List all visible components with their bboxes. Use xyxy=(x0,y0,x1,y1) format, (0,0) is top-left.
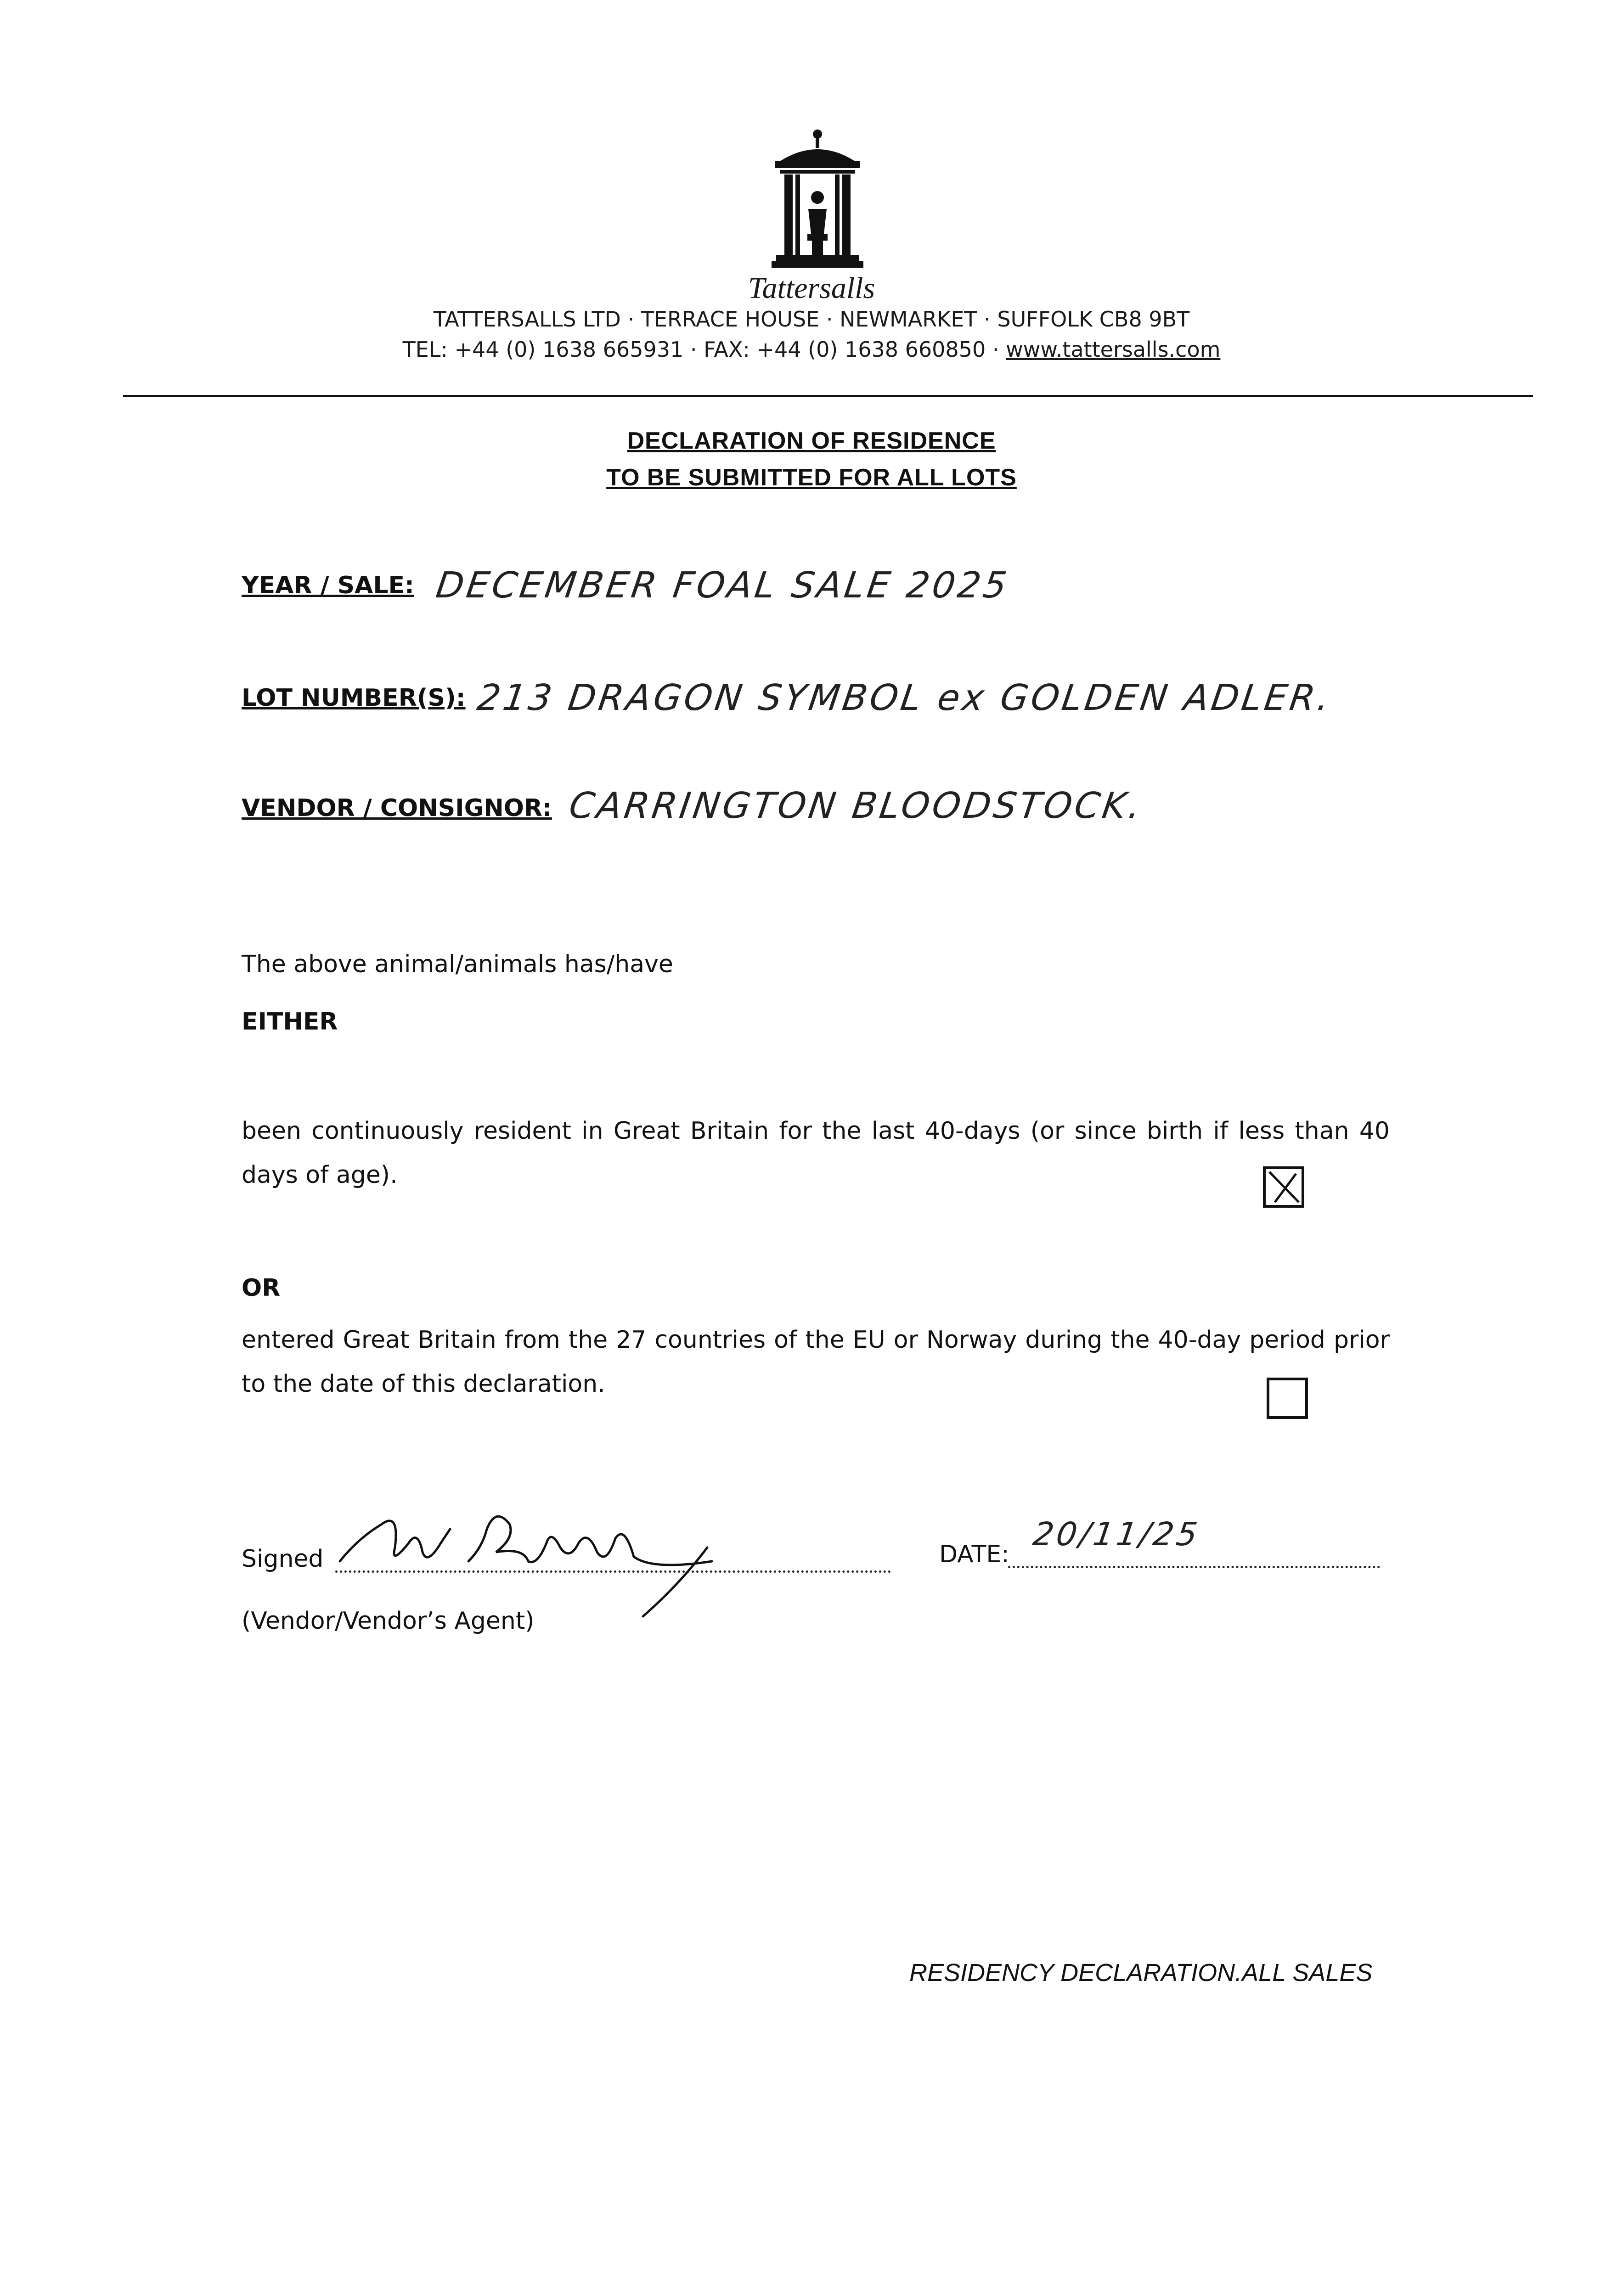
website-link[interactable]: www.tattersalls.com xyxy=(1006,337,1221,362)
date-label: DATE: xyxy=(939,1541,1009,1568)
date-value: 20/11/25 xyxy=(1031,1515,1203,1553)
intro-text: The above animal/animals has/have xyxy=(242,951,673,978)
option1-checkbox[interactable] xyxy=(1263,1166,1304,1208)
option1-text: been continuously resident in Great Britain for the last 40-days (or since birth if less than 40 days of age). xyxy=(242,1117,1390,1189)
year-sale-label: YEAR / SALE: xyxy=(242,572,414,599)
footer-reference: RESIDENCY DECLARATION.ALL SALES xyxy=(909,1959,1373,1986)
brand-name: Tattersalls xyxy=(748,271,875,305)
vendor-agent-label: (Vendor/Vendor’s Agent) xyxy=(242,1607,535,1635)
document-subtitle: TO BE SUBMITTED FOR ALL LOTS xyxy=(606,464,1017,491)
year-sale-value: DECEMBER FOAL SALE 2025 xyxy=(433,565,1012,606)
or-label: OR xyxy=(242,1274,281,1302)
lot-numbers-value: 213 DRAGON SYMBOL ex GOLDEN ADLER. xyxy=(474,677,1335,719)
address-line: TATTERSALLS LTD · TERRACE HOUSE · NEWMARKET · SUFFOLK CB8 9BT xyxy=(433,307,1190,332)
contact-numbers: TEL: +44 (0) 1638 665931 · FAX: +44 (0) 1638 660850 · xyxy=(402,337,1006,362)
document-title: DECLARATION OF RESIDENCE xyxy=(627,428,996,454)
check-mark-icon xyxy=(1266,1169,1302,1205)
tattersalls-logo xyxy=(762,129,873,271)
lot-numbers-label: LOT NUMBER(S): xyxy=(242,684,466,712)
option2-checkbox[interactable] xyxy=(1267,1378,1308,1419)
signed-label: Signed xyxy=(242,1545,324,1573)
header-divider xyxy=(123,395,1533,397)
vendor-value: CARRINGTON BLOODSTOCK. xyxy=(566,785,1146,827)
handwritten-signature xyxy=(331,1474,781,1626)
date-line xyxy=(1008,1566,1380,1568)
option2-text: entered Great Britain from the 27 countries of the EU or Norway during the 40-day period prior to the date of this declaration. xyxy=(242,1326,1390,1398)
either-label: EITHER xyxy=(242,1008,338,1035)
contact-line xyxy=(0,337,1623,362)
vendor-label: VENDOR / CONSIGNOR: xyxy=(242,794,552,822)
